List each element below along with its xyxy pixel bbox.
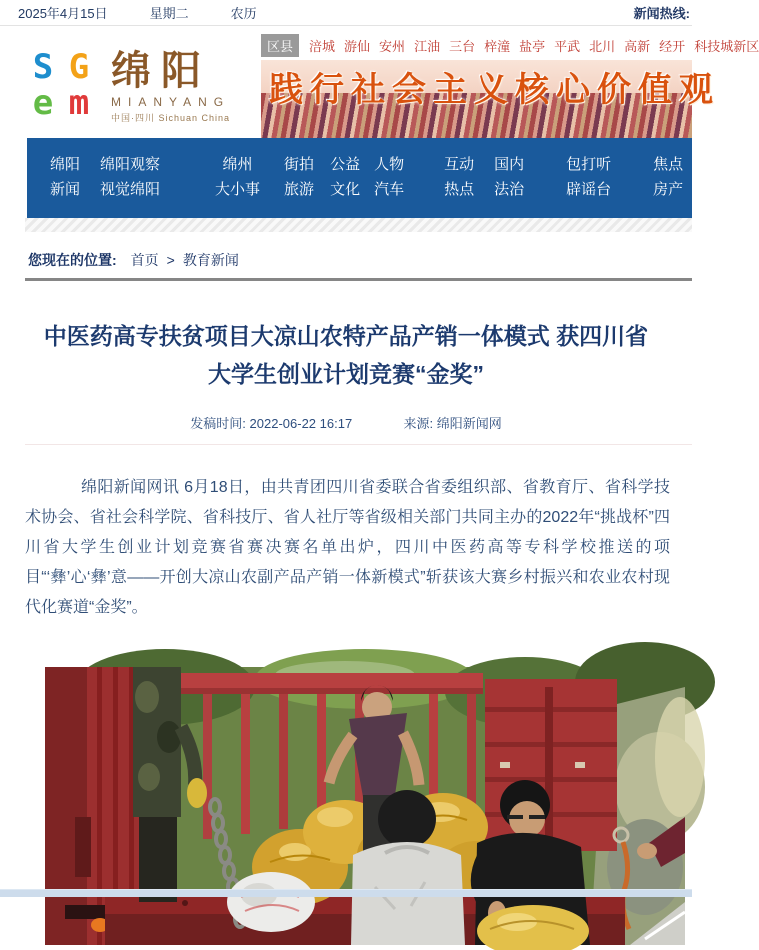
logo-text — [111, 46, 231, 124]
site-header — [0, 26, 759, 138]
district-link-youxian[interactable]: 游仙 — [344, 38, 371, 54]
article-title: 中医药高专扶贫项目大凉山农特产品产销一体模式 获四川省大学生创业计划竞赛“金奖” — [43, 323, 649, 387]
weekday-text: 星期二 — [149, 6, 189, 21]
top-bar — [0, 0, 692, 26]
bottom-strip — [0, 889, 692, 897]
breadcrumb-home-link[interactable]: 首页 — [130, 252, 159, 268]
nav-item-baodating-piyaotai[interactable]: 包打听 辟谣台 — [566, 156, 612, 198]
site-logo[interactable] — [25, 34, 257, 138]
district-link-gaoxin[interactable]: 高新 — [624, 38, 651, 54]
photo-illustration — [45, 667, 685, 945]
hotline-label: 新闻热线: — [633, 6, 690, 21]
logo-name-en: MIANYANG — [111, 94, 231, 109]
district-link-kejicheng[interactable]: 科技城新区 — [694, 38, 759, 54]
district-link-pingwu[interactable]: 平武 — [554, 38, 581, 54]
district-link-beichuan[interactable]: 北川 — [589, 38, 616, 54]
logo-name-cn: 绵阳 — [111, 46, 211, 94]
district-link-fucheng[interactable]: 涪城 — [309, 38, 336, 54]
nav-item-people-auto[interactable]: 人物 汽车 — [374, 156, 405, 198]
source-label: 来源: — [403, 416, 434, 431]
logo-tagline: 中国·四川 Sichuan China — [111, 112, 231, 123]
logo-glyph-g: G — [68, 47, 90, 87]
main-nav — [27, 138, 692, 218]
district-link-zitong[interactable]: 梓潼 — [484, 38, 511, 54]
district-link-yanting[interactable]: 盐亭 — [519, 38, 546, 54]
publish-time-label: 发稿时间: — [190, 416, 246, 431]
breadcrumb — [28, 250, 692, 270]
date-text: 2025年4月15日 — [18, 6, 108, 21]
lunar-calendar-link[interactable]: 农历 — [230, 6, 257, 21]
nav-item-mianyang-news[interactable]: 绵阳 新闻 — [50, 156, 81, 198]
nav-item-charity-culture[interactable]: 公益 文化 — [330, 156, 361, 198]
district-link-jiangyou[interactable]: 江油 — [414, 38, 441, 54]
article-photo — [45, 667, 685, 945]
district-link-anzhou[interactable]: 安州 — [379, 38, 406, 54]
publish-time-value: 2022-06-22 16:17 — [249, 416, 353, 431]
nav-item-interact-hot[interactable]: 互动 热点 — [444, 156, 475, 198]
logo-mark-icon — [25, 49, 99, 123]
nav-item-focus-property[interactable]: 焦点 房产 — [653, 156, 684, 198]
district-link-santai[interactable]: 三台 — [449, 38, 476, 54]
section-divider — [25, 278, 692, 281]
banner-slogan: 践行社会主义核心价值观 — [269, 71, 720, 109]
breadcrumb-category-link[interactable]: 教育新闻 — [182, 252, 239, 268]
district-badge: 区县 — [261, 34, 299, 57]
source-value[interactable]: 绵阳新闻网 — [436, 416, 502, 431]
article-paragraph: 绵阳新闻网讯 6月18日，由共青团四川省委联合省委组织部、省教育厅、省科学技术协会、省社会科学院、省科技厅、省人社厅等省级相关部门共同主办的2022年“挑战杯”四川省大学生创业计划竞赛省赛决赛名单出炉，四川中医药高等专科学校推送的项目“‘彝’心‘彝’意——开创大凉山农副产品产销一体新模式”斩获该大赛乡村振兴和农业农村现代化赛道“金奖”。 — [25, 479, 670, 616]
district-links-bar — [261, 34, 759, 56]
nav-item-mianzhou-affairs[interactable]: 绵州 大小事 — [215, 156, 261, 198]
nav-item-observe-visual[interactable]: 绵阳观察 视觉绵阳 — [100, 156, 161, 198]
article-meta — [0, 413, 692, 432]
nav-shadow-stripes — [25, 218, 692, 232]
promo-banner[interactable] — [261, 60, 720, 138]
nav-item-domestic-law[interactable]: 国内 法治 — [494, 156, 525, 198]
nav-item-street-travel[interactable]: 街拍 旅游 — [284, 156, 315, 198]
meta-divider — [25, 444, 692, 445]
header-right — [261, 34, 759, 138]
logo-glyph-m: m — [68, 83, 90, 123]
breadcrumb-label: 您现在的位置: — [28, 252, 117, 268]
district-link-jingkai[interactable]: 经开 — [659, 38, 686, 54]
breadcrumb-separator: > — [166, 252, 175, 268]
logo-glyph-e: e — [32, 83, 54, 123]
logo-glyph-s: S — [32, 47, 54, 87]
